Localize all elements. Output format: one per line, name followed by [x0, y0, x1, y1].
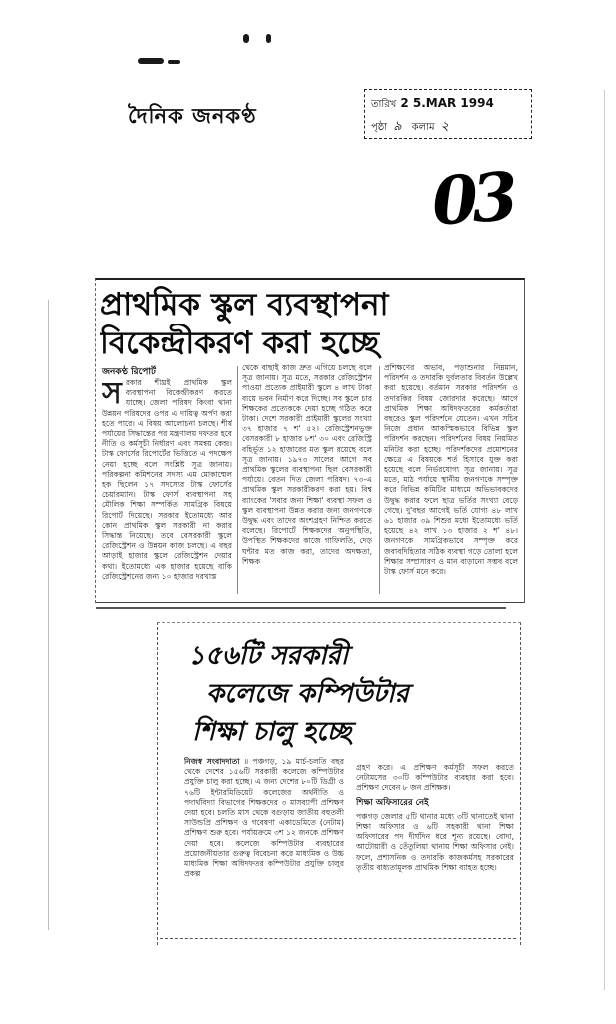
article1-column-3: প্রশিক্ষণের অভাব, পড়াশুনার নিম্নমান, পরিদর্শন ও তদারকি দুর্বলতার বিবর্তন উল্লেখ করা হয়েছে। বর্তমান সরকার পরিদর্শন ও তদারকির বিষয় জোরদার করেছে। আগে প্রাথমিক শিক্ষা অধিদফতরের কর্মকর্তারা বছরেও স্কুল পরিদর্শনে যেতেন। এখন সচিব নিজে প্রধান আকস্মিকভাবে বিভিন্ন স্কুল পরিদর্শন করছেন। পরিদর্শনের বিষয় নিয়মিত মনিটর করা হচ্ছে। পরিদর্শকদের প্রমোশনের ক্ষেত্রে এ বিষয়কে শর্ত হিসাবে যুক্ত করা হয়েছে বলে নির্ভরযোগ্য সূত্র জানায়। সূত্র মতে, মাঠ পর্যায়ে স্থানীয় জনগণকে সম্পৃক্ত করে বিভিন্ন কমিটির মাধ্যমে অভিভাবকদের উদ্বুদ্ধ করার ফলে ছাত্র ভর্তির সংখ্যা বেড়ে গেছে। দু'বছর আগেই ভর্তি যোগ্য ৪৮ লাখ ৬১ হাজার ৩৯ শিশুর মধ্যে ইতোমধ্যে ভর্তি হয়েছে ৪২ লাখ ১৩ হাজার ২ শ' ৪৮। জনগণকে সামগ্রিকভাবে সম্পৃক্ত করে জবাবদিহিতার সঠিক ব্যবস্থা গড়ে তোলা হলে শিক্ষার সম্প্রসারণ ও মান বাড়ানো সম্ভব বলে টাস্ক ফোর্স মনে করে।: [384, 363, 518, 577]
article2-headline-line1: ১৫৬টি সরকারী: [188, 641, 349, 671]
clipping-info-box: [364, 89, 532, 139]
page-edge-right: [604, 90, 605, 990]
article2-column-2-intro: গ্রহণ করে। এ প্রশিক্ষণ কর্মসূচী সফল করতে নেটামসের ৩০টি কম্পিউটার ব্যবহার করা হবে। প্রশিক্ষণ দেবেন ৮ জন প্রশিক্ষক।: [356, 763, 514, 793]
article1-headline-line1: প্রাথমিক স্কুল ব্যবস্থাপনা: [100, 287, 389, 323]
date-value: 2 5.MAR 1994: [400, 96, 494, 110]
article2-bottom-cut: [160, 938, 516, 940]
clipping-cut-line: [96, 607, 506, 609]
column-rule: [379, 366, 380, 594]
page-column-row: [371, 117, 459, 138]
article-primary-school: [95, 278, 525, 603]
page-label: পৃষ্ঠা: [371, 122, 388, 133]
article1-headline: [100, 286, 520, 362]
article2-subhead: শিক্ষা অফিসারের নেই: [356, 797, 429, 808]
column-rule: [237, 366, 238, 594]
article1-column-2: থেকে বাছাই কাজ দ্রুত এগিয়ে চলছে বলে সূত্র জানায়। সূত্র মতে, সরকার রেজিস্ট্রেশন পাওয়া প্রত্যেক প্রাইমারী স্কুলে ৪ লাখ টাকা ব্যয়ে ভবন নির্মাণ করে দিচ্ছে। সব স্কুলে চার শিক্ষকের প্রত্যেককে দেয়া হচ্ছে গঠিত করে টাকা। দেশে সরকারী প্রাইমারী স্কুলের সংখ্যা ৩৭ হাজার ৭ শ' ৫২। রেজিস্ট্রেশনভুক্ত বেসরকারী ৮ হাজার ৮শ' ৩০ এবং রেজিস্ট্রি বহির্ভূত ১২ হাজারের মত স্কুল রয়েছে বলে সূত্র জানায়। ১৯৭৩ সালের আগে সব প্রাথমিক স্কুলের ব্যবস্থাপনা ছিল বেসরকারী পর্যায়ে। বেতন দিত জেলা পরিষদ। ৭৩-এ প্রাথমিক স্কুল সরকারীকরণ করা হয়। বিশ্ব ব্যাংকের 'সবার জন্য শিক্ষা' ব্যবস্থা সফল ও স্কুল ব্যবস্থাপনা উন্নত করার জন্য জনগণকে উদ্বুদ্ধ এবং তাদের অংশগ্রহণ নিশ্চিত করতে বলেছে। রিপোর্টে শিক্ষকদের অনুপস্থিতি, উপস্থিত শিক্ষকদের কাজে গাফিলতি, দেড় ঘন্টার মত কাজ করা, তাদের অদক্ষতা, শিক্ষক: [242, 363, 372, 566]
article2-column-2: [356, 763, 514, 943]
article1-byline: জনকণ্ঠ রিপোর্ট: [102, 367, 156, 377]
scan-mark-top: [138, 58, 164, 64]
handwritten-number: 03: [429, 157, 515, 241]
article2-byline: নিজস্ব সংবাদদাতা: [184, 757, 240, 766]
article2-column-1-text: পঞ্চগড়, ১৯ মার্চ-চলতি বছর থেকে দেশের ১৫৬টি সরকারী কলেজে কম্পিউটার প্রযুক্তি চালু করা হচ্ছে। এ জন্য দেশের ৮০টি ডিগ্রী ও ৭৬টি ইন্টারমিডিয়েট কলেজের অর্থনীতি ও পদার্থবিদ্যা বিভাগের শিক্ষকদের ৩ মাসব্যাপী প্রশিক্ষণ দেয়া হবে। চলতি মাস থেকে বগুড়ায় জাতীয় বহুতলী সাউন্ডপ্রি প্রশিক্ষণ ও গবেষণা একাডেমিতে (নেটাম) প্রশিক্ষণ শুরু হবে। পর্যায়ক্রমে ৩শ ১২ জনকে প্রশিক্ষণ দেয়া হবে। কলেজে কম্পিউটার ব্যবহারের প্রয়োজনীয়তার গুরুত্ব বিবেচনা করে মাধ্যমিক ও উচ্চ মাধ্যমিক শিক্ষা অধিদফতর কম্পিউটার প্রযুক্তি চালুর প্রকল্প: [184, 757, 344, 879]
article2-headline: [188, 637, 488, 751]
article2-column-1: নিজস্ব সংবাদদাতা ॥ পঞ্চগড়, ১৯ মার্চ-চলতি বছর থেকে দেশের ১৫৬টি সরকারী কলেজে কম্পিউটার প্রযুক্তি চালু করা হচ্ছে। এ জন্য দেশের ৮০টি ডিগ্রী ও ৭৬টি ইন্টারমিডিয়েট কলেজের অর্থনীতি ও পদার্থবিদ্যা বিভাগের শিক্ষকদের ৩ মাসব্যাপী প্রশিক্ষণ দেয়া হবে। চলতি মাস থেকে বগুড়ায় জাতীয় বহুতলী সাউন্ডপ্রি প্রশিক্ষণ ও গবেষণা একাডেমিতে (নেটাম) প্রশিক্ষণ শুরু হবে। পর্যায়ক্রমে ৩শ ১২ জনকে প্রশিক্ষণ দেয়া হবে। কলেজে কম্পিউটার ব্যবহারের প্রয়োজনীয়তার গুরুত্ব বিবেচনা করে মাধ্যমিক ও উচ্চ মাধ্যমিক শিক্ষা অধিদফতর কম্পিউটার প্রযুক্তি চালুর প্রকল্প: [184, 757, 344, 879]
column-label: কলাম: [411, 122, 435, 133]
article1-headline-line2: বিকেন্দ্রীকরণ করা হচ্ছে: [100, 325, 380, 361]
article2-headline-line3: শিক্ষা চালু হচ্ছে: [192, 717, 352, 747]
article1-dropcap: স: [102, 378, 122, 411]
article-college-computer: [157, 622, 521, 945]
date-label: তারিখ: [371, 99, 397, 110]
article1-column-1-text: রকার শীঘ্রই প্রাথমিক স্কুল ব্যবস্থাপনা বিকেন্দ্রীকরণ করতে যাচ্ছে। জেলা পরিষদ কিংবা থানা উন্নয়ন পরিষদের ওপর এ দায়িত্ব অর্পণ করা হতে পারে। এ বিষয় আলোচনা চলছে। শীর্ষ পর্যায়ের সিদ্ধান্তের পর মন্ত্রণালয় দফতর হবে নীতি ও কর্মসূচী নির্ধারণ এবং সমন্বয় কেন্দ্র। টাস্ক ফোর্সের রিপোর্টের ভিত্তিতে এ পদক্ষেপ নেয়া হচ্ছে বলে সংশ্লিষ্ট সূত্র জানায়। পরিকল্পনা কমিশনের সদস্য এম মোকাম্মেল হক ছিলেন ১৭ সদস্যের টাস্ক ফোর্সের চেয়ারম্যান। টাস্ক ফোর্স ব্যবস্থাপনা সহ মৌলিক শিক্ষা সম্পর্কিত সামগ্রিক বিষয়ে রিপোর্ট দিয়েছে। সরকার ইতোমধ্যে আর কোন প্রাথমিক স্কুল সরকারী না করার সিদ্ধান্ত নিয়েছে। তবে বেসরকারী স্কুলে রেজিস্ট্রেশন ও উন্নয়ন কাজ চলছে। এ বছর আড়াই হাজার স্কুলে রেজিস্ট্রেশন দেয়ার কথা। ইতোমধ্যে এক হাজার হয়েছে বাকি রেজিস্ট্রেশনের জন্য ১০ হাজার দরখাস্ত: [102, 378, 232, 581]
newspaper-masthead: দৈনিক জনকণ্ঠ: [128, 103, 257, 128]
column-value: ২: [440, 119, 449, 134]
scan-mark-top-4: [266, 34, 271, 43]
scan-mark-top-2: [168, 60, 180, 64]
article2-headline-line2: কলেজে কম্পিউটার: [206, 679, 409, 709]
page-edge-left: [48, 300, 49, 930]
scan-mark-top-3: [243, 34, 249, 43]
date-row: [371, 96, 494, 114]
article2-column-2-text: পঞ্চগড় জেলার ৫টি থানার মধ্যে ৩টি থানাতেই থানা শিক্ষা অফিসার ও ৬টি সহকারী থানা শিক্ষা অফিসারের পদ দীর্ঘদিন ধরে শূন্য রয়েছে। বোদা, আটোয়ারী ও তেঁতুলিয়া থানায় শিক্ষা অফিসার নেই। ফলে, প্রশাসনিক ও তদারকি কাজকর্মসহ সরকারের তৃতীয় বাধ্যতামূলক প্রাথমিক শিক্ষা ব্যাহত হচ্ছে।: [356, 811, 514, 872]
page-value: ৯: [393, 119, 402, 134]
article1-column-1: [102, 378, 232, 598]
